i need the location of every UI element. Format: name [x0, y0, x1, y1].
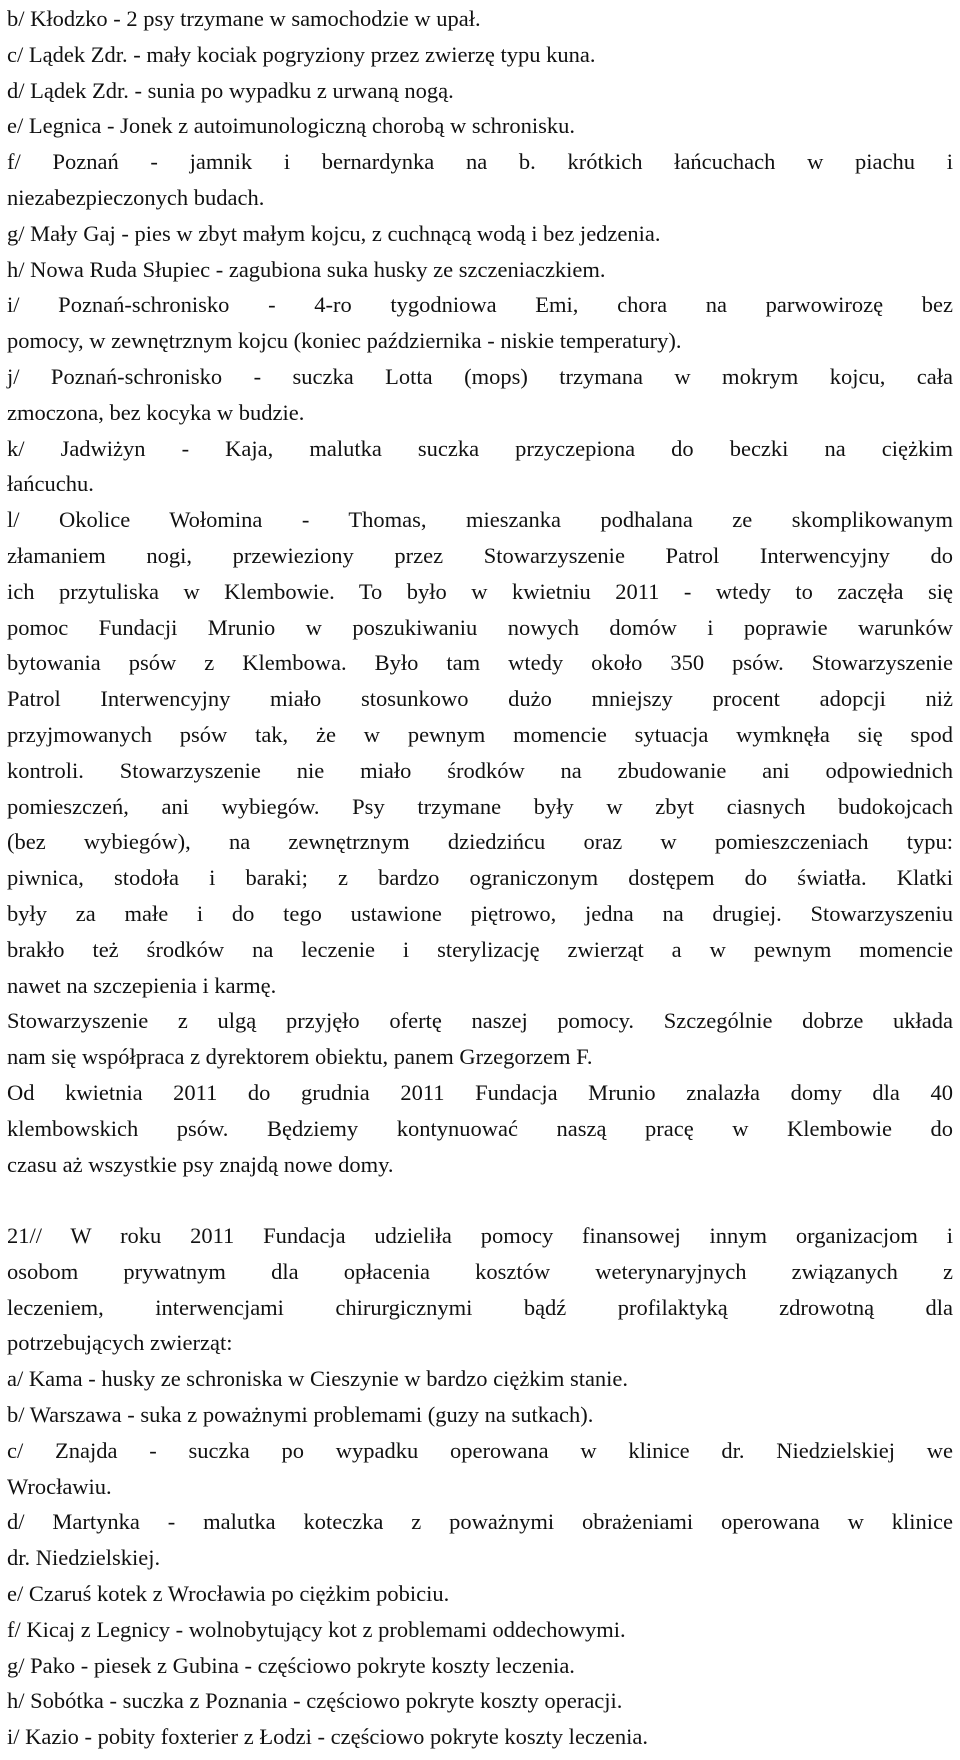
text-line: niezabezpieczonych budach. — [7, 184, 265, 210]
text-line: złamaniem nogi, przewieziony przez Stowarzyszenie Patrol Interwencyjny do — [7, 542, 953, 568]
text-line: (bez wybiegów), na zewnętrznym dziedzińcu oraz w pomieszczeniach typu: — [7, 829, 953, 855]
text-line: potrzebujących zwierząt: — [7, 1330, 233, 1356]
text-line: Patrol Interwencyjny miało stosunkowo dużo mniejszy procent adopcji niż — [7, 686, 953, 712]
text-line: 21// W roku 2011 Fundacja udzieliła pomocy finansowej innym organizacjom i — [7, 1223, 953, 1249]
text-line: piwnica, stodoła i baraki; z bardzo ograniczonym dostępem do światła. Klatki — [7, 865, 953, 891]
text-line: c/ Znajda - suczka po wypadku operowana w klinice dr. Niedzielskiej we — [7, 1437, 953, 1463]
text-line: f/ Kicaj z Legnicy - wolnobytujący kot z problemami oddechowymi. — [7, 1616, 626, 1642]
text-line: kontroli. Stowarzyszenie nie miało środków na zbudowanie ani odpowiednich — [7, 757, 953, 783]
text-line: e/ Czaruś kotek z Wrocławia po ciężkim pobiciu. — [7, 1581, 450, 1607]
text-line: e/ Legnica - Jonek z autoimunologiczną chorobą w schronisku. — [7, 113, 575, 139]
text-line: k/ Jadwiżyn - Kaja, malutka suczka przyczepiona do beczki na ciężkim — [7, 435, 953, 461]
text-line: Stowarzyszenie z ulgą przyjęło ofertę naszej pomocy. Szczególnie dobrze układa — [7, 1008, 953, 1034]
text-line: pomieszczeń, ani wybiegów. Psy trzymane były w zbyt ciasnych budokojcach — [7, 793, 953, 819]
text-line: brakło też środków na leczenie i sterylizację zwierząt a w pewnym momencie — [7, 936, 953, 962]
text-line: osobom prywatnym dla opłacenia kosztów weterynaryjnych związanych z — [7, 1258, 953, 1284]
text-line: b/ Kłodzko - 2 psy trzymane w samochodzie w upał. — [7, 6, 481, 31]
text-line: czasu aż wszystkie psy znajdą nowe domy. — [7, 1151, 394, 1177]
text-line: j/ Poznań-schronisko - suczka Lotta (mops) trzymana w mokrym kojcu, cała — [7, 363, 953, 389]
text-line: d/ Martynka - malutka koteczka z poważnymi obrażeniami operowana w klinice — [7, 1509, 953, 1535]
text-line: h/ Sobótka - suczka z Poznania - częściowo pokryte koszty operacji. — [7, 1688, 623, 1714]
text-line: ich przytuliska w Klembowie. To było w kwietniu 2011 - wtedy to zaczęła się — [7, 578, 953, 604]
text-line: g/ Mały Gaj - pies w zbyt małym kojcu, z cuchnącą wodą i bez jedzenia. — [7, 220, 661, 246]
text-line: pomoc Fundacji Mrunio w poszukiwaniu nowych domów i poprawie warunków — [7, 614, 953, 640]
text-line: bytowania psów z Klembowa. Było tam wtedy około 350 psów. Stowarzyszenie — [7, 650, 953, 676]
blank-line — [7, 1182, 953, 1218]
text-line: pomocy, w zewnętrznym kojcu (koniec października - niskie temperatury). — [7, 328, 682, 354]
document-text — [7, 1, 953, 1755]
text-line: dr. Niedzielskiej. — [7, 1545, 161, 1571]
text-line: zmoczona, bez kocyka w budzie. — [7, 399, 305, 425]
text-line: nawet na szczepienia i karmę. — [7, 972, 277, 998]
text-line: h/ Nowa Ruda Słupiec - zagubiona suka husky ze szczeniaczkiem. — [7, 256, 606, 282]
text-line: a/ Kama - husky ze schroniska w Cieszynie w bardzo ciężkim stanie. — [7, 1366, 629, 1392]
text-line: i/ Kazio - pobity foxterier z Łodzi - częściowo pokryte koszty leczenia. — [7, 1724, 648, 1750]
text-line: leczeniem, interwencjami chirurgicznymi bądź profilaktyką zdrowotną dla — [7, 1294, 953, 1320]
text-line: łańcuchu. — [7, 471, 94, 497]
text-line: g/ Pako - piesek z Gubina - częściowo pokryte koszty leczenia. — [7, 1652, 575, 1678]
text-line: d/ Lądek Zdr. - sunia po wypadku z urwaną nogą. — [7, 77, 454, 103]
text-line: b/ Warszawa - suka z poważnymi problemami (guzy na sutkach). — [7, 1402, 594, 1428]
text-line: były za małe i do tego ustawione piętrowo, jedna na drugiej. Stowarzyszeniu — [7, 900, 953, 926]
text-line: Od kwietnia 2011 do grudnia 2011 Fundacja Mrunio znalazła domy dla 40 — [7, 1079, 953, 1105]
text-line: i/ Poznań-schronisko - 4-ro tygodniowa Emi, chora na parwowirozę bez — [7, 292, 953, 318]
text-line: f/ Poznań - jamnik i bernardynka na b. krótkich łańcuchach w piachu i — [7, 149, 953, 175]
text-line: l/ Okolice Wołomina - Thomas, mieszanka podhalana ze skomplikowanym — [7, 507, 953, 533]
text-line: przyjmowanych psów tak, że w pewnym momencie sytuacja wymknęła się spod — [7, 721, 953, 747]
text-line: klembowskich psów. Będziemy kontynuować naszą pracę w Klembowie do — [7, 1115, 953, 1141]
text-line: nam się współpraca z dyrektorem obiektu, panem Grzegorzem F. — [7, 1044, 593, 1070]
text-line: c/ Lądek Zdr. - mały kociak pogryziony przez zwierzę typu kuna. — [7, 41, 596, 67]
text-line: Wrocławiu. — [7, 1473, 112, 1499]
